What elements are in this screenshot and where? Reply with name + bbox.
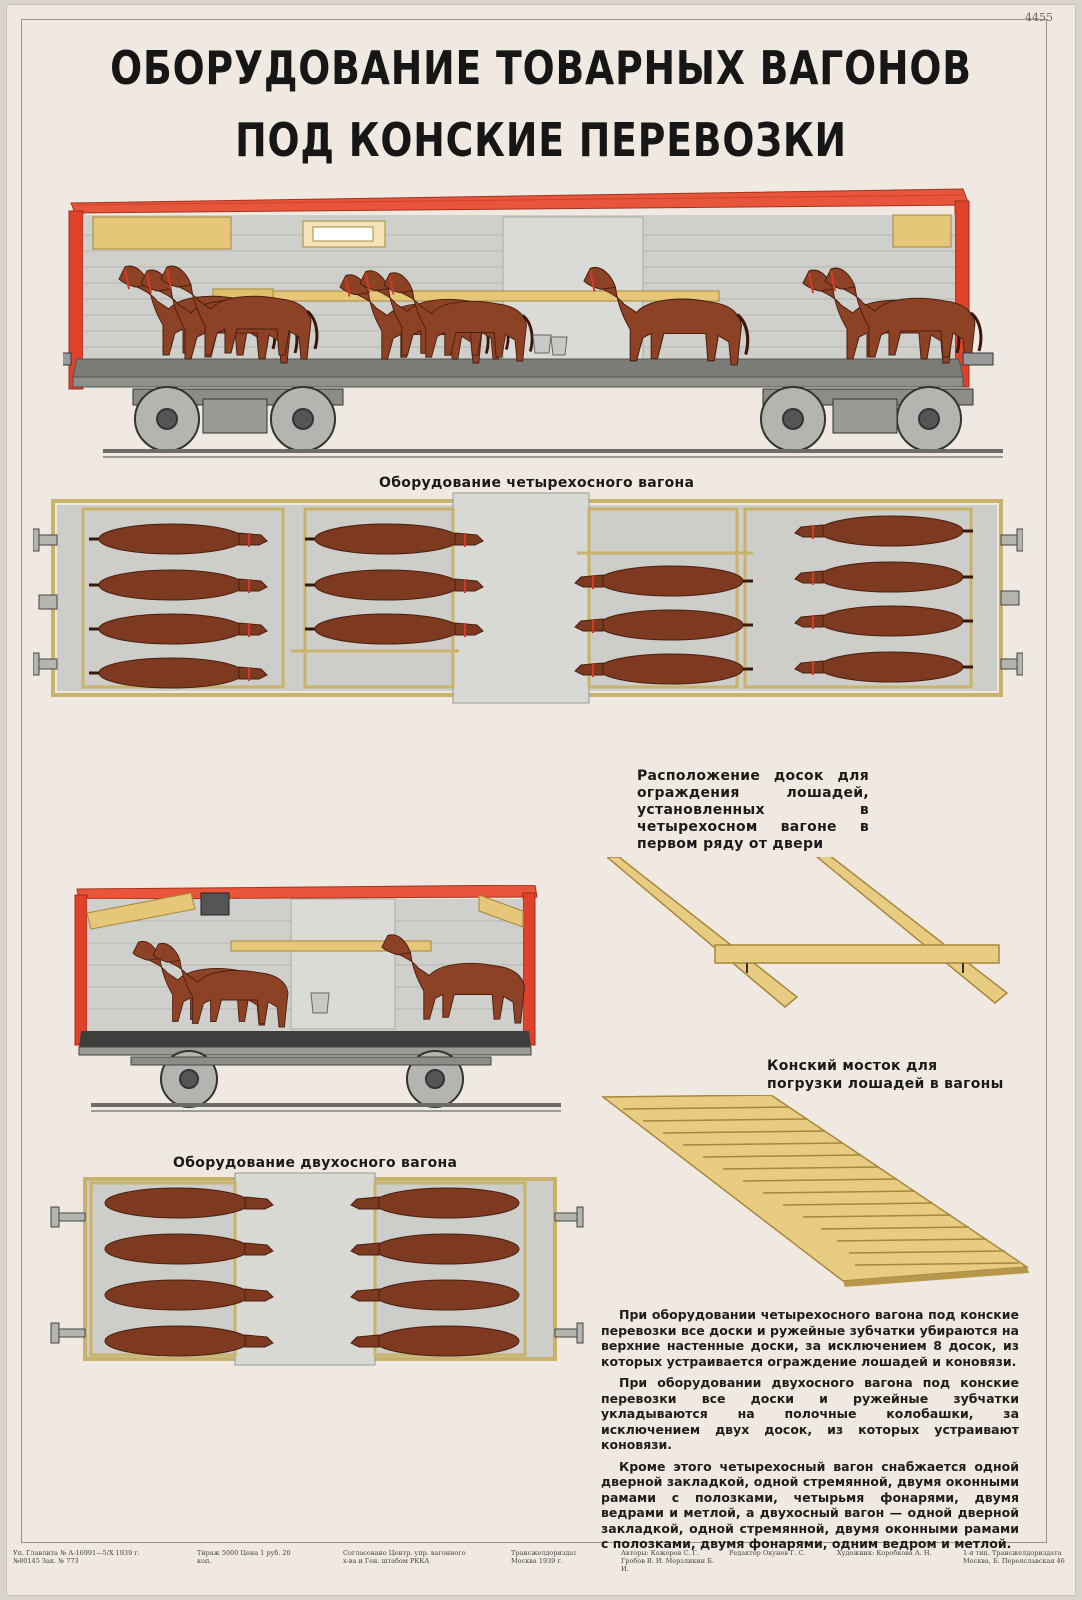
boards-caption: Расположение досок для ограждения лошадей, установленных в четырехосном вагоне в первом ряду от двери: [637, 768, 869, 852]
two-axle-wagon-plan: [33, 1171, 585, 1367]
note-paragraph-3: Кроме этого четырехосный вагон снабжается одной дверной закладкой, одной стремянной, двумя оконными рамами с полозками, четырьмя фонарями, двумя ведрами и метлой, а двухосный вагон — одной дверной закладкой, одной стремянной, двумя оконными рамами с полозками, двумя фонарями, одним ведром и метлой.: [601, 1458, 1019, 1551]
four-axle-wagon-side-view: [63, 183, 1023, 473]
ramp-caption: Конский мосток для погрузки лошадей в вагоны: [767, 1058, 1004, 1092]
imprint-footer: [7, 1549, 1075, 1589]
four-axle-caption: Оборудование четырехосного вагона: [379, 475, 695, 491]
imprint-editor: Редактор Окунев Г. С.: [729, 1549, 806, 1557]
note-paragraph-2: При оборудовании двухосного вагона под конские перевозки все доски и ружейные зубчатки укладываются на полочные колобашки, за исключением двух досок, из которых устраивают коновязи.: [601, 1375, 1019, 1452]
imprint-authors: Авторы: Кожоров С. Г. Гробов В. И. Мерзликин Б. И.: [621, 1549, 714, 1573]
poster-sheet: [6, 4, 1076, 1596]
imprint-artist: Художник: Коробкова А. Н.: [837, 1549, 932, 1557]
four-axle-wagon-plan: [33, 491, 1023, 715]
imprint-censor: Уп. Главлита № А-16991—5/Х 1939 г. №80145 Зак. № 773: [13, 1549, 140, 1565]
two-axle-wagon-side-view: [71, 885, 591, 1135]
loading-ramp: [593, 1095, 1033, 1295]
imprint-publisher: Трансжелдориздат Москва 1939 г.: [511, 1549, 577, 1565]
imprint-approval: Согласовано Центр. упр. вагонного х-ва и Ген. штабом РККА: [343, 1549, 466, 1565]
page-title-line-2: ПОД КОНСКИЕ ПЕРЕВОЗКИ: [235, 113, 847, 167]
two-axle-caption: Оборудование двухосного вагона: [173, 1155, 458, 1171]
imprint-printer: 1-я тип. Трансжелдориздата Москва, Б. Переяславская 46: [963, 1549, 1065, 1565]
note-paragraph-1: При оборудовании четырехосного вагона под конские перевозки все доски и ружейные зубчатки убираются на верхние настенные доски, за исключением 8 досок, из которых устраивается ограждение лошадей и коновязи.: [601, 1307, 1019, 1369]
sheet-number: 4455: [1025, 11, 1053, 24]
page-title-line-1: ОБОРУДОВАНИЕ ТОВАРНЫХ ВАГОНОВ: [110, 41, 972, 95]
boards-arrangement: [607, 857, 1027, 1023]
imprint-print-run: Тираж 5000 Цена 1 руб. 20 коп.: [197, 1549, 291, 1565]
explanatory-notes: [601, 1307, 1019, 1558]
